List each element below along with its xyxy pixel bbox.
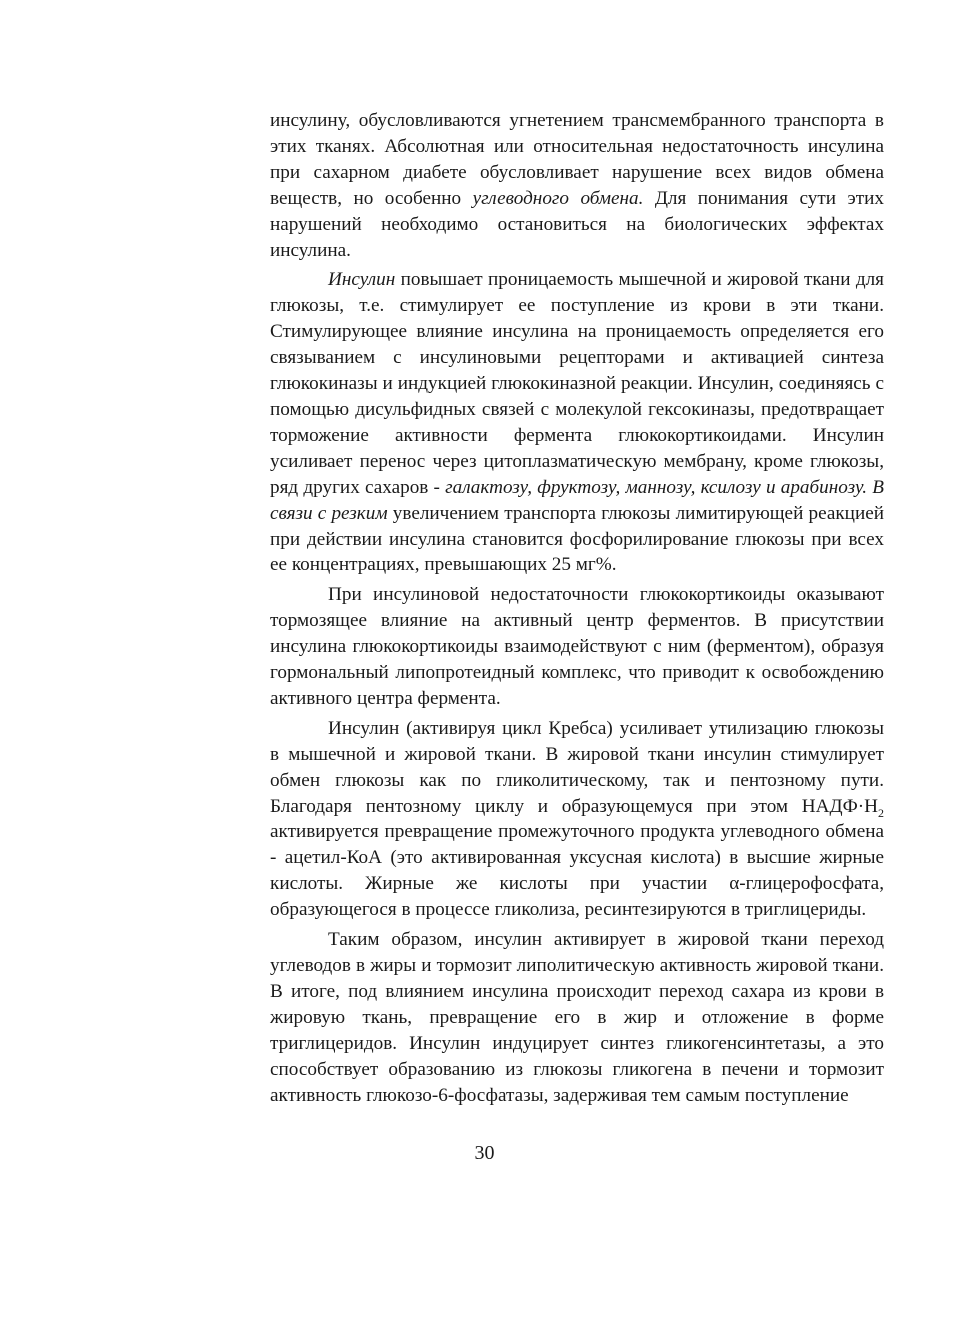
page-number: 30	[474, 1142, 495, 1164]
paragraph-1	[270, 108, 884, 263]
paragraph-4-subscript: 2	[878, 805, 884, 820]
paragraph-1-text-b: Для понимания сути этих нарушений необходимо остановиться на биологических эффектах инсулина.	[270, 187, 884, 261]
paragraph-5: Таким образом, инсулин активирует в жировой ткани переход углеводов в жиры и тормозит липолитическую активность жировой ткани. В итоге, под влиянием инсулина происходит переход сахара из крови в жировую ткань, превращение его в жир и отложение в форме триглицеридов. Инсулин индуцирует синтез гликогенсинтетазы, а это способствует образованию из глюкозы гликогена в печени и тормозит активность глюкозо-6-фосфатазы, задерживая тем самым поступление	[270, 929, 884, 1106]
paragraph-3: При инсулиновой недостаточности глюкокортикоиды оказывают тормозящее влияние на активный центр ферментов. В присутствии инсулина глюкокортикоиды взаимодействуют с ним (ферментом), образуя гормональный липопротеидный комплекс, что приводит к освобождению активного центра фермента.	[270, 584, 884, 709]
document-page	[270, 108, 884, 1108]
paragraph-2-emphasis-b: галактозу, фруктозу, маннозу, ксилозу и арабинозу. В связи с резким	[270, 476, 884, 524]
paragraph-2-text-a: повышает проницаемость мышечной и жировой ткани для глюкозы, т.е. стимулирует ее поступление из крови в эти ткани. Стимулирующее влияние инсулина на проницаемость определяется его связыванием с инсулиновыми рецепторами и активацией синтеза глюкокиназы и индукцией глюкокиназной реакции. Инсулин, соединяясь с помощью дисульфидных связей с молекулой гексокиназы, предотвращает торможение активности фермента глюкокортикоидами. Инсулин усиливает перенос через цитоплазматическую мембрану, кроме глюкозы, ряд других сахаров -	[270, 269, 884, 498]
paragraph-2	[270, 267, 884, 578]
paragraph-1-text-a: инсулину, обусловливаются угнетением трансмембранного транспорта в этих тканях. Абсолютная или относительная недостаточность инсулина при сахарном диабете обусловливает нарушение всех видов обмена веществ, но особенно	[270, 110, 884, 209]
paragraph-4	[270, 716, 884, 923]
paragraph-1-emphasis: углеводного обмена.	[472, 187, 644, 209]
paragraph-2-text-b: увеличением транспорта глюкозы лимитирующей реакцией при действии инсулина становится фосфорилирование глюкозы при всех ее концентрациях, превышающих 25 мг%.	[270, 502, 885, 576]
paragraph-2-emphasis-a: Инсулин	[328, 269, 396, 291]
paragraph-4-text-b: активируется превращение промежуточного продукта углеводного обмена - ацетил-КоА (это активированная уксусная кислота) в высшие жирные кислоты. Жирные же кислоты при участии α-глицерофосфата, образующегося в процессе гликолиза, ресинтезируются в триглицериды.	[270, 821, 884, 921]
paragraph-4-text-a: Инсулин (активируя цикл Кребса) усиливает утилизацию глюкозы в мышечной и жировой ткани. В жировой ткани инсулин стимулирует обмен глюкозы как по гликолитическому, так и пентозному пути. Благодаря пентозному циклу и образующемуся при этом НАДФ·Н	[270, 717, 884, 817]
